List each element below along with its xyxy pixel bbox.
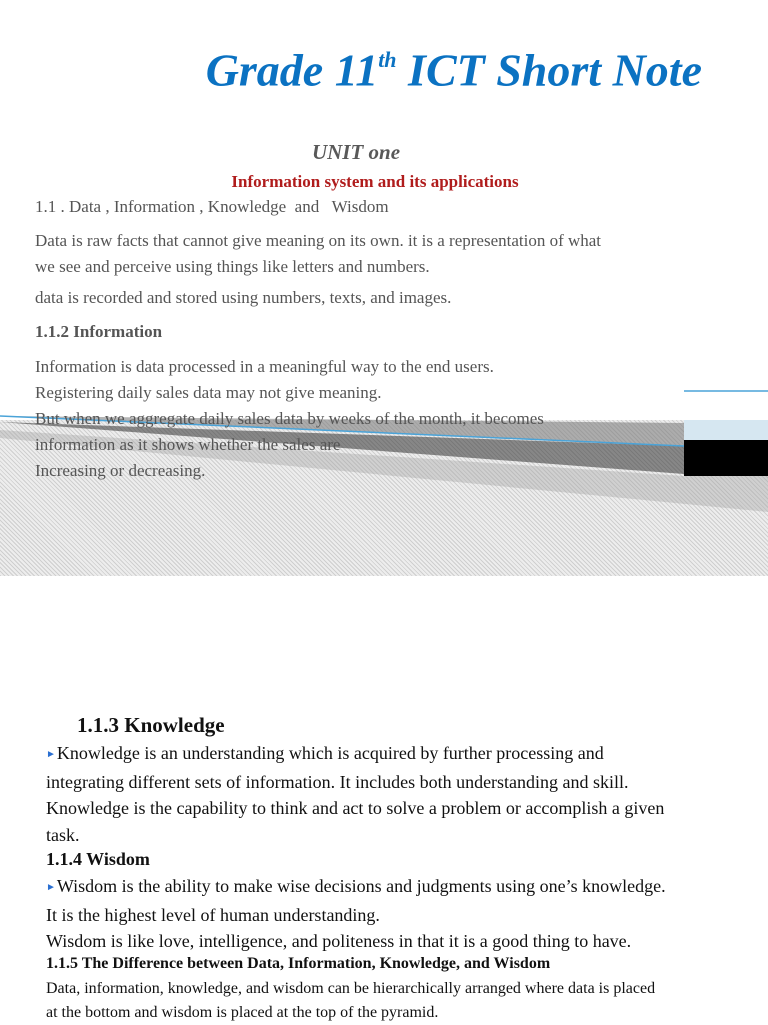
bullet-icon: ► <box>46 882 56 893</box>
information-line: information as it shows whether the sales are <box>35 435 341 454</box>
knowledge-line: Knowledge is the capability to think and act to solve a problem or accomplish a given <box>46 798 665 818</box>
wisdom-line: It is the highest level of human understanding. <box>46 904 380 925</box>
page-title: Grade 11th ICT Short Note <box>205 44 702 96</box>
difference-line: Data, information, knowledge, and wisdom can be hierarchically arranged where data is placed <box>46 980 656 997</box>
difference-line: at the bottom and wisdom is placed at the top of the pyramid. <box>46 1004 439 1021</box>
wisdom-paragraph <box>46 873 746 955</box>
knowledge-heading: 1.1.3 Knowledge <box>77 713 225 737</box>
knowledge-line: Knowledge is an understanding which is acquired by further processing and <box>56 743 604 763</box>
title-superscript: th <box>378 47 397 72</box>
knowledge-line: task. <box>46 824 80 845</box>
data-paragraph-line: we see and perceive using things like letters and numbers. <box>35 257 430 276</box>
information-line: But when we aggregate daily sales data by weeks of the month, it becomes <box>35 409 544 428</box>
wisdom-line: Wisdom is like love, intelligence, and politeness in that it is a good thing to have. <box>46 931 632 951</box>
section-heading: 1.1 . Data , Information , Knowledge and Wisdom <box>35 197 389 216</box>
information-line: Registering daily sales data may not give meaning. <box>35 383 382 402</box>
knowledge-line: integrating different sets of information. It includes both understanding and skill. <box>46 771 629 792</box>
difference-paragraph <box>46 977 746 1025</box>
bullet-icon: ► <box>46 749 56 760</box>
information-heading: 1.1.2 Information <box>35 322 163 341</box>
unit-subtitle: Information system and its applications <box>231 172 519 191</box>
knowledge-paragraph <box>46 740 746 848</box>
wisdom-line: Wisdom is the ability to make wise decisions and judgments using one’s knowledge. <box>56 876 666 896</box>
data-paragraph <box>35 228 735 280</box>
difference-heading: 1.1.5 The Difference between Data, Information, Knowledge, and Wisdom <box>46 955 551 972</box>
information-paragraph <box>35 354 735 484</box>
information-line: Increasing or decreasing. <box>35 461 206 480</box>
wisdom-heading: 1.1.4 Wisdom <box>46 849 150 869</box>
data-paragraph-line: Data is raw facts that cannot give meaning on its own. it is a representation of what <box>35 231 602 250</box>
unit-heading: UNIT one <box>311 140 401 164</box>
information-line: Information is data processed in a meaningful way to the end users. <box>35 357 494 376</box>
data-stored-text: data is recorded and stored using numbers, texts, and images. <box>35 288 452 307</box>
